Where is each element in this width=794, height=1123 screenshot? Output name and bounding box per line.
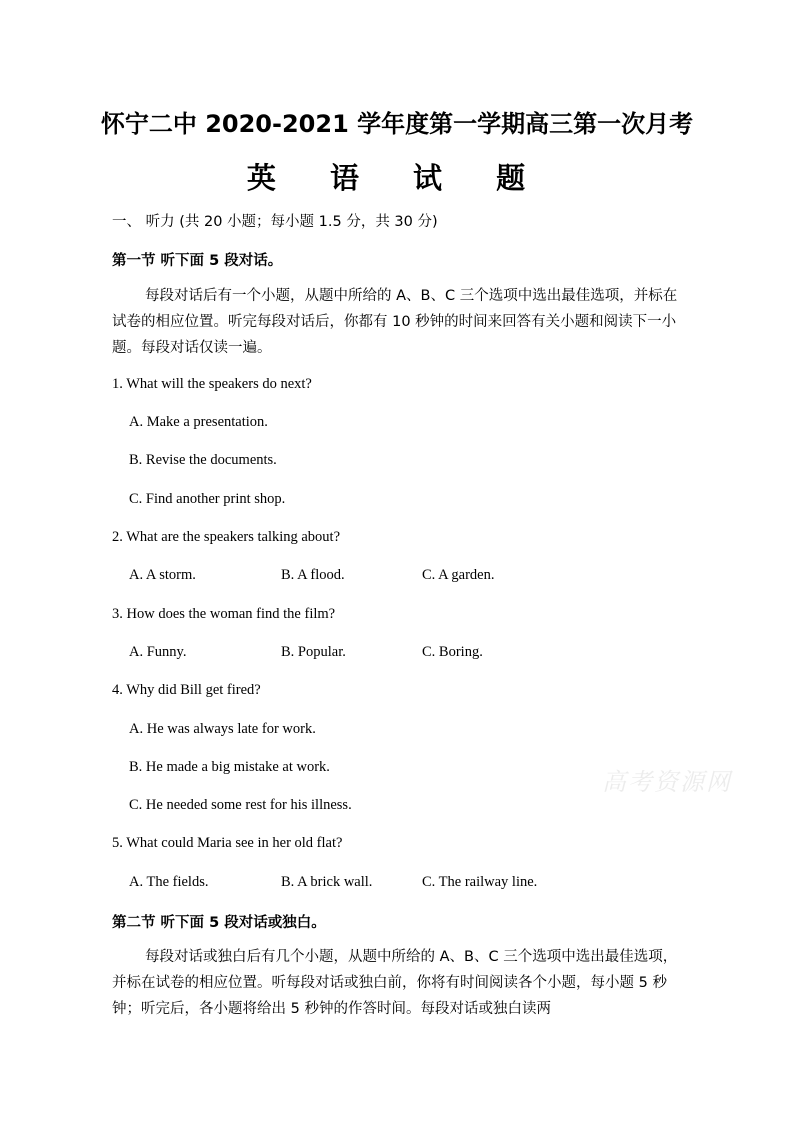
q4-option-c: C. He needed some rest for his illness. (129, 797, 352, 813)
q5-option-a: A. The fields. (129, 874, 209, 890)
section1-instructions: 每段对话后有一个小题，从题中所给的 A、B、C 三个选项中选出最佳选项，并标在试卷的相应位置。听完每段对话后，你都有 10 秒钟的时间来回答有关小题和阅读下一小题。每段对话仅读一遍。 (112, 288, 678, 356)
watermark: 高考资源网 (602, 768, 732, 796)
exam-subtitle: 英 语 试 题 (246, 161, 548, 195)
section2-instructions: 每段对话或独白后有几个小题，从题中所给的 A、B、C 三个选项中选出最佳选项，并标在试卷的相应位置。听每段对话或独白前，你将有时间阅读各个小题，每小题 5 秒钟；听完后，各小题将给出 5 秒钟的作答时间。每段对话或独白读两 (112, 949, 678, 1017)
q3-option-a: A. Funny. (129, 644, 187, 660)
exam-title: 怀宁二中 2020-2021 学年度第一学期高三第一次月考 (100, 110, 694, 138)
q1-option-a: A. Make a presentation. (129, 414, 268, 430)
part1-heading: 一、 听力 (共 20 小题；每小题 1.5 分，共 30 分) (112, 214, 438, 230)
q4-option-a: A. He was always late for work. (129, 721, 316, 737)
q1-option-b: B. Revise the documents. (129, 452, 277, 468)
q1-option-c: C. Find another print shop. (129, 491, 286, 507)
q3-option-b: B. Popular. (281, 644, 346, 660)
q5-option-b: B. A brick wall. (281, 874, 373, 890)
question-1: 1. What will the speakers do next? (112, 376, 312, 392)
question-4: 4. Why did Bill get fired? (112, 682, 261, 698)
question-5: 5. What could Maria see in her old flat? (112, 835, 343, 851)
q3-option-c: C. Boring. (422, 644, 483, 660)
question-2: 2. What are the speakers talking about? (112, 529, 341, 545)
q4-option-b: B. He made a big mistake at work. (129, 759, 330, 775)
q2-option-b: B. A flood. (281, 567, 345, 583)
q2-option-c: C. A garden. (422, 567, 495, 583)
section1-heading: 第一节 听下面 5 段对话。 (112, 253, 283, 269)
q5-option-c: C. The railway line. (422, 874, 538, 890)
section2-heading: 第二节 听下面 5 段对话或独白。 (112, 915, 326, 931)
question-3: 3. How does the woman find the film? (112, 606, 336, 622)
q2-option-a: A. A storm. (129, 567, 196, 583)
